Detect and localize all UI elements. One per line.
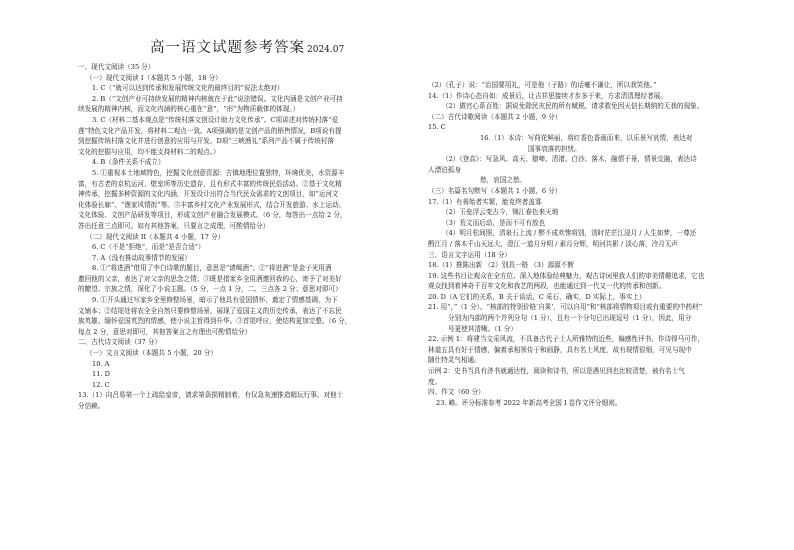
answer-line: 国事衰落的担忧。 [528,144,581,153]
answer-line: 人漂泊孤身 [428,165,461,174]
subsection-heading: （一）现代文阅读 I（本题共 5 小题，18 分） [86,73,222,82]
answer-line: 15. C [428,123,446,132]
answer-line: 到挖掘传统村落文化并进行创意的应用与开发。D项“三峡渔礼”系列产品不属于传统村落 [78,137,334,146]
answer-line: 18.（1）推陈出新 （2）别具一格 （3）源源不断 [428,261,574,270]
section-heading: 四、作文（60 分） [428,388,485,397]
answer-line: 分信赖。 [78,402,105,410]
answer-line: 20. D（A 它们的关系，B 关于谈话，C 采石，确实，D 实际上，事实上） [428,292,646,301]
answer-line: 分别为内部的两个并列分句（1 分），且有一个分句已出现逗号（1 分），因此，用分 [448,314,692,323]
answer-line: 莲”特色文化产品开发，将材料二观点一致。A项强调的是文创产品的销售情况，B项说有提 [78,126,342,135]
answer-line: 5. ①重视本土地域特色，挖掘文化创意资源：古镇地理位置独特，环境优美，水资源丰 [92,168,345,177]
answer-line: 8. ①“将进酒”借用了李白诗歌的题目，意思是“请喝酒”；②“将进酒”是金子光用酒 [92,264,332,273]
answer-line: （2）玉垒浮云变古今，锦江春色来天地 [442,208,559,217]
answer-line: 随仕特灵气相通。 [428,356,481,365]
answer-line: 11. D [92,370,110,379]
title-text: 高一语文试题参考答案 [150,40,305,56]
answer-line: （4）明月松间照，清泉石上流 / 醉不成欢惨将别，别时茫茫江浸月 / 人生如梦，一尊还 [442,229,697,238]
answer-line: （2）《登高》：写急风、高天、猿啼、清渚、白沙、落木，融情于景，情景交融，表达诗 [442,155,697,164]
answer-line: 化体验长廊”、“渔家风情街”等。③丰富乡村文化产业发展形式，结合开发旅游、水上运动、 [78,200,346,209]
answer-line: 观众找到着神奇千百年文化和我艺的两段，也能通过到一代又一代的传承和创新。 [428,282,666,291]
section-heading: 三、语言文字运用（18 分） [428,250,512,259]
answer-line: 的瞭望、宗族之情，深化了小说主题。（5 分，一点 1 分，二、三点各 2 分；意思对即可） [78,285,342,294]
answer-line: 林道五具有好于情感，偏着承相领侍于和画静，具有名士风度，故有现情很细，可见与现中 [428,345,692,354]
answer-line: （2）做官心系百姓：据说免除民灾民的所有赋税，请求救免因天信长期纳的无我的现象。 [442,102,704,111]
answer-line: 邀回他的父亲，表达了对父亲的思念之情；③既是指家乡全用酒邀回我的心，寄予了对美好 [78,274,342,283]
answer-line: 4. B（条件关系不成立） [92,158,165,167]
answer-line: 示例 2：史书当具有济书就通达性，阅读和诗书，所以是遇见到也比较清楚，被有名士气 [428,367,685,376]
answer-line: 族英雄、缅怀爱国英烈的情感，使小说主旨得到升华。③首尾呼应，使结构更加完整。（6 分， [78,317,352,326]
answer-line: 续发展的精神内核，而文化内涵的核心重在“意”，“形”为物质载体的体现。） [78,105,300,114]
subsection-heading: （二）古代诗歌阅读（本题共 2 小题，9 分） [428,112,562,121]
answer-line: 10. A [92,359,110,368]
answer-line: 每点 2 分，意思对即可，其他答案言之有理也可酌情给分） [78,327,252,336]
answer-line: 12. C [92,380,110,389]
answer-line: 9. ①开头通过写家乡全里修整场景，暗示了他具有爱国情怀，奠定了情感基调，为下 [92,296,338,305]
answer-line: 号更使其清晰。（1 分） [448,324,517,333]
answer-line: 2. B（“文创产业可持续发展的精神内核就在于此”说法错误。文化内涵是文创产业可持 [92,94,343,103]
answer-line: 23. 略。评分标准参考 2022 年新高考全国 I 卷作文评分细则。 [436,398,622,407]
answer-line: 富，有古老的京杭运河、壁室所等历史遗存，且有形式丰富的传统民俗活动。②基于文化精 [78,179,342,188]
answer-line: 1. C（“就可以达到传承和发展传统文化的最终目的”说法太绝对） [92,84,284,93]
answer-line: 文化的挖掘与应用，均不能支持材料二的观点。） [78,147,220,156]
answer-line: 19. 这些书目让观众在全方位、深入地体验经典魅力，观古诗词里我人们的审美情趣追求，它也 [428,271,705,280]
answer-line: 16.（1）本诗：写荷花鲜丽，将红香色香画而来，以乐景写哀情，表达对 [480,133,693,142]
subsection-heading: （一）文言文阅读（本题共 5 小题，20 分） [86,349,217,358]
answer-line: 3. C（材料二基本观点是“传统村落文创设计助力文化传承”。C项讲述对传统村落“爱 [92,115,339,124]
left-column [78,62,396,412]
answer-line: （2）（孔子）说：“治国要用礼，可是他（子路）的话毫不谦让，所以我笑他。” [428,81,657,89]
answer-line: 愁，哀国之愁。 [480,176,527,185]
answer-line: 酹江月 / 落木千山天远大，澄江一道月分明 / 素月分辉，明河共影 / 淡心落，冷月无声 [428,239,679,248]
subsection-heading: （三）名篇名句默写（本题共 1 小题，6 分） [428,186,562,195]
answer-line: 度。 [428,377,442,386]
answer-line: 6. C（不是“拒绝”，而是“是否合适”） [92,243,205,252]
answer-line: 神传承，挖掘多种资源的文化内涵，开发设计出符合当代民众需求的文创项目，如“运河文 [78,190,339,199]
section-heading: 一、现代文阅读（35 分） [78,63,155,71]
answer-line: 13.（1）向吕易第一个上疏给皇帝，请求第条损精制着，有仅急灰速推造精玩行事。对他十 [78,391,344,400]
answer-line: 答出任意三点即可。如有其他答案，只要言之成理，可酌情给分） [78,221,270,230]
answer-line: 14.（1）作诗心态自如：成景后，让吉祥思接续才步多于来，方求清清理经者展。 [428,91,667,100]
title-date: 2024.07 [307,45,345,55]
right-column [428,80,752,408]
answer-line: 文化体验、文创产品研发等项目，形成文创产业融合发展模式。（6 分，每答出一点给 2 分， [78,211,347,220]
answer-line: 17.（1）有善始者实繁，能克终者盖寡 [428,197,542,206]
answer-line: 22. 示例 1：将建当文采风流，不具备古代子士人所雅特的近些，偏感性评书，作诗得马可作， [428,335,705,344]
subsection-heading: （二）现代文阅读 II（本题共 4 小题，17 分） [86,232,225,241]
document-title [150,36,390,57]
answer-line: 7. A（没有推动故事情节的发展） [92,253,191,262]
answer-line: （3）荒文而后动，是而不可有放也 [442,218,546,227]
section-heading: 二、古代诗文阅读（37 分） [78,338,162,347]
answer-line: 文铺本；②结尾处将农全全自然只要修整场景，展现了爱国主义的历史传承，表达了不忘民 [78,306,342,315]
answer-line: 21. 用“，”（1 分）。“核部的特别价格‘自果’，可以自用”和“核部将情物项目或有重要的中药材” [428,303,703,312]
